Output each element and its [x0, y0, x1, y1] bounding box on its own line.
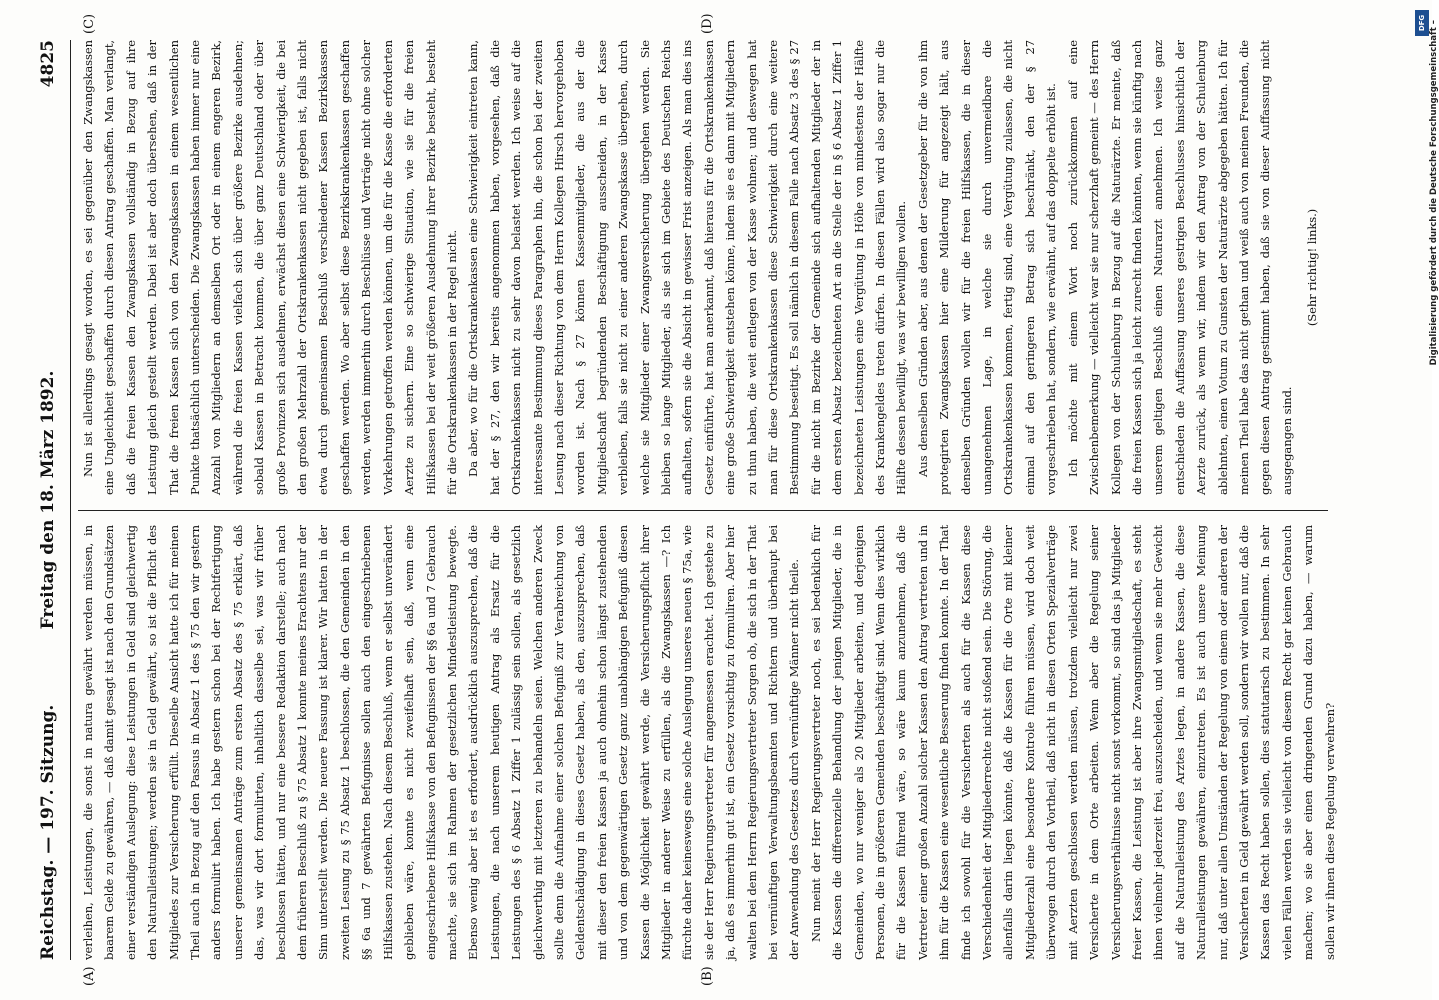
paragraph: Nun ist allerdings gesagt worden, es sei gegenüber den Zwangskassen eine Ungleichheit geschaffen durch diesen Antrag geschaffen. Man verlangt, daß die freien Kassen den Zwangskassen vollständig in Bezug auf ihre Leistung gleich gestellt werden. Dabei ist aber doch übersehen, daß in der That die freien Kassen sich von den Zwangskassen in einem wesentlichen Punkte thatsächlich unterscheiden. Die Zwangskassen haben immer nur eine Anzahl von Mitgliedern an demselben Ort oder in einem engeren Bezirk, während die freien Kassen vielfach sich über größere Bezirke ausdehnen; sobald Kassen in Betracht kommen, die über ganz Deutschland oder über große Provinzen sich ausdehnen, erwächst diesen eine Schwierigkeit, die bei den großen Mehrzahl der Ortskrankenkassen nicht gegeben ist, falls nicht etwa durch gemeinsamen Beschluß verschiedener Kassen Bezirkskassen geschaffen werden. Wo aber selbst diese Bezirkskrankenkassen geschaffen werden, werden immerhin durch Beschlüsse und Verträge nicht ohne solcher Vorkehrungen getroffen werden können, um die für die Kasse die erforderten Aerzte zu sichern. Eine so schwierige Situation, wie sie für die freien Hilfskassen bei der weit größeren Ausdehnung ihrer Bezirke besteht, besteht für die Ortskrankenkassen in der Regel nicht. [81, 40, 459, 495]
paragraph: Nun meint der Herr Regierungsvertreter noch, es sei bedenklich für die Kassen die differenzielle Behandlung der jenigen Mitglieder, die in Gemeinden, wo nur weniger als 20 Mitglieder arbeiten, und derjenigen Personen, die in größeren Gemeinden beschäftigt sind. Wenn dies wirklich für die Kassen führend wäre, so wäre kaum anzunehmen, daß die Vertreter einer großen Anzahl solcher Kassen den Antrag vertreten und in ihm für die Kassen eine wesentliche Besserung finden konnte. In der That finde ich sowohl für die Versicherten als auch für die Kassen diese Verschiedenheit der Mitgliederrechte nicht stoßend sein. Die Störung, die allenfalls darin liegen könnte, daß die Kassen für die Orte mit kleiner Mitgliederzahl eine besondere Kontrole führen müssen, wird doch weit überwogen durch den Vortheil, daß nicht in diesen Orten Spezialverträge mit Aerzten geschlossen werden müssen, trotzdem vielleicht nur zwei Versicherte in dem Orte arbeiten. Wenn aber die Regelung seiner Versicherungsverhältnisse nicht sonst vorkommt, so sind das ja Mitglieder freier Kassen, die Leistung ist aber ihre Zwangsmitgliedschaft, es steht ihnen vielmehr jederzeit frei, auszuscheiden, und wenn sie mehr Gewicht auf die Naturalleistung des Arztes legen, in andere Kassen, die diese Naturalleistungen gewähren, einzutreten. Es ist auch unsere Meinung nur, daß unter allen Umständen der Regelung von einem oder anderen der Versicherten in Geld gewährt werden soll, sondern wir wollen nur, daß die Kassen das Recht haben sollen, dies statutarisch zu bestimmen. In sehr vielen Fällen werden sie vielleicht von diesem Recht gar keinen Gebrauch machen; wo sie aber einen dringenden Grund dazu haben, — warum sollen wir ihnen diese Regelung verwehren? [808, 525, 1337, 960]
credit-text: Digitalisierung gefördert durch die Deutsche Forschungsgemeinschaft – [1429, 20, 1439, 366]
right-column [78, 40, 1328, 495]
header-rule [70, 40, 71, 960]
closing-remark: (Sehr richtig! links.) [1305, 208, 1320, 327]
margin-marker-b: (B) [700, 966, 715, 986]
margin-marker-d: (D) [700, 13, 715, 34]
left-column [78, 525, 1337, 960]
paragraph: Da aber, wo für die Ortskrankenkassen eine Schwierigkeit eintreten kann, hat der § 27, den wir bereits angenommen haben, vorgesehen, daß die Ortskrankenkassen nicht zu sehr davon belastet werden. Ich weise auf die interessante Bestimmung dieses Paragraphen hin, die schon bei der zweiten Lesung nach dieser Richtung von dem Herrn Kollegen Hirsch hervorgehoben worden ist. Nach § 27 können Kassenmitglieder, die aus der die Mitgliedschaft begründenden Beschäftigung ausscheiden, in der Kasse verbleiben, falls sie nicht zu einer anderen Zwangskasse übergehen, durch welche sie Mitglieder einer Zwangsversicherung übergehen werden. Sie bleiben so lange Mitglieder, als sie sich im Gebiete des Deutschen Reichs aufhalten, sofern sie die Absicht in gewisser Frist anzeigen. Als man dies ins Gesetz einführte, hat man anerkannt, daß hieraus für die Ortskrankenkassen eine große Schwierigkeit entstehen könne, indem sie es dann mit Mitgliedern zu thun haben, die weit entlegen von der Kasse wohnen; und deswegen hat man für diese Ortskrankenkassen diese Schwierigkeit durch eine weitere Bestimmung beseitigt. Es soll nämlich in diesem Falle nach Absatz 3 des § 27 für die nicht im Bezirke der Gemeinde sich aufhaltenden Mitglieder der in dem ersten Absatz bezeichneten Art an die Stelle der in § 6 Absatz 1 Ziffer 1 bezeichneten Leistungen eine Vergütung in Höhe von mindestens der Hälfte des Krankengeldes treten dürfen. In diesen Fällen wird also sogar nur die Hälfte dessen bewilligt, was wir bewilligen wollen. [466, 40, 909, 495]
margin-marker-a: (A) [82, 966, 97, 986]
paragraph: verleihen, Leistungen, die sonst in natura gewährt werden müssen, in baarem Gelde zu gewähren, — daß damit gesagt ist nach den Grundsätzen einer verständigen Auslegung: diese Leistungen in Geld sind gleichwertig den Naturalleistungen; werden sie in Geld gewährt, so ist die Pflicht des Mitgliedes zur Versicherung erfüllt. Dieselbe Ansicht hatte ich für meinen Theil auch in Bezug auf den Passus in Absatz 1 des § 75 den wir gestern anders formulirt haben. Ich habe gestern schon bei der Rechtfertigung unserer gemeinsamen Anträge zum ersten Absatz des § 75 erklärt, daß das, was wir dort formulirten, inhaltlich dasselbe sei, was wir früher beschlossen hätten, und nur eine bessere Redaktion darstelle; auch nach dem früheren Beschluß zu § 75 Absatz 1 konnte meines Erachtens nur der Sinn unterstellt werden. Die neuere Fassung ist klarer. Wir hatten in der zweiten Lesung zu § 75 Absatz 1 beschlossen, die den Gemeinden in den §§ 6a und 7 gewährten Befugnisse sollen auch den eingeschriebenen Hilfskassen zustehen. Nach diesem Beschluß, wenn er selbst unverändert geblieben wäre, konnte es nicht zweifelhaft sein, daß, wenn eine eingeschriebene Hilfskasse von den Befugnissen der §§ 6a und 7 Gebrauch machte, sie sich im Rahmen der gesetzlichen Mindestleistung bewegte. Ebenso wenig aber ist es erfordert, ausdrücklich auszusprechen, daß die Leistungen, die nach unserem heutigen Antrag als Ersatz für die Leistungen des § 6 Absatz 1 Ziffer 1 zulässig sein sollen, als gesetzlich gleichwerthig mit letzteren zu behandeln seien. Welchen anderen Zweck sollte denn die Aufnahme einer solchen Befugniß zur Verabreichung von Geldentschädigung in dieses Gesetz haben, als den, auszusprechen, daß mit dieser den freien Kassen ja auch ohnehin schon längst zustehenden und von dem gegenwärtigen Gesetz ganz unabhängigen Befugniß diesen Kassen die Möglichkeit gewährt werde, die Versicherungspflicht ihrer Mitglieder in anderer Weise zu erfüllen, als die Zwangskassen —? Ich fürchte daher keineswegs eine solche Auslegung unseres neuen § 75a, wie sie der Herr Regierungsvertreter für angemessen erachtet. Ich gestehe zu ja, daß es immerhin gut ist, ein Gesetz vorsichtig zu formuliren. Aber hier walten bei dem Herrn Regierungsvertreter Sorgen ob, die sich in der That bei vernünftigen Verwaltungsbeamten und Richtern und überhaupt bei der Anwendung des Gesetzes durch vernünftige Männer nicht theile. [81, 525, 802, 960]
paragraph: Aus denselben Gründen aber, aus denen der Gesetzgeber für die von ihm protegirten Zwangskassen hier eine Milderung für angezeigt hält, aus denselben Gründen wollen wir für die freien Hilfskassen, die in dieser unangenehmen Lage, in welche sie durch unvermeidbare die Ortskrankenkassen kommen, fertig sind, eine Vergütung zulassen, die nicht einmal auf den geringeren Betrag sich beschränkt, den der § 27 vorgeschrieben hat, sondern, wie erwähnt, auf das doppelte erhöht ist. [915, 40, 1059, 495]
column-divider [78, 510, 1328, 511]
header-left: Reichstag. — 197. Sitzung. [38, 704, 58, 960]
dfg-logo: DFG [1415, 10, 1429, 36]
header-center: Freitag den 18. März 1892. [38, 370, 58, 630]
paragraph: Ich möchte mit einem Wort noch zurückkommen auf eine Zwischenbemerkung — vielleicht war sie nur scherzhaft gemeint — des Herrn Kollegen von der Schulenburg in Bezug auf die Naturärzte. Er meinte, daß die freien Kassen sich ja leicht zurecht finden könnten, wenn sie künftig nach unserem geltigen Beschluß einen Naturarzt annehmen. Ich weise ganz entschieden die Auffassung unseres gestrigen Beschlusses hinsichtlich der Aerzte zurück, als wenn wir, indem wir den Antrag von der Schulenburg ablehnten, einen Votum zu Gunsten der Naturärzte abgegeben hätten. Ich für meinen Theil habe das nicht gethan und weiß auch von meinen Freunden, die gegen diesen Antrag gestimmt haben, daß sie von dieser Auffassung nicht ausgegangen sind. [1065, 40, 1294, 495]
digitization-credit [1413, 20, 1439, 980]
margin-marker-c: (C) [82, 13, 97, 34]
page-number: 4825 [38, 40, 58, 88]
page-header [38, 40, 66, 960]
